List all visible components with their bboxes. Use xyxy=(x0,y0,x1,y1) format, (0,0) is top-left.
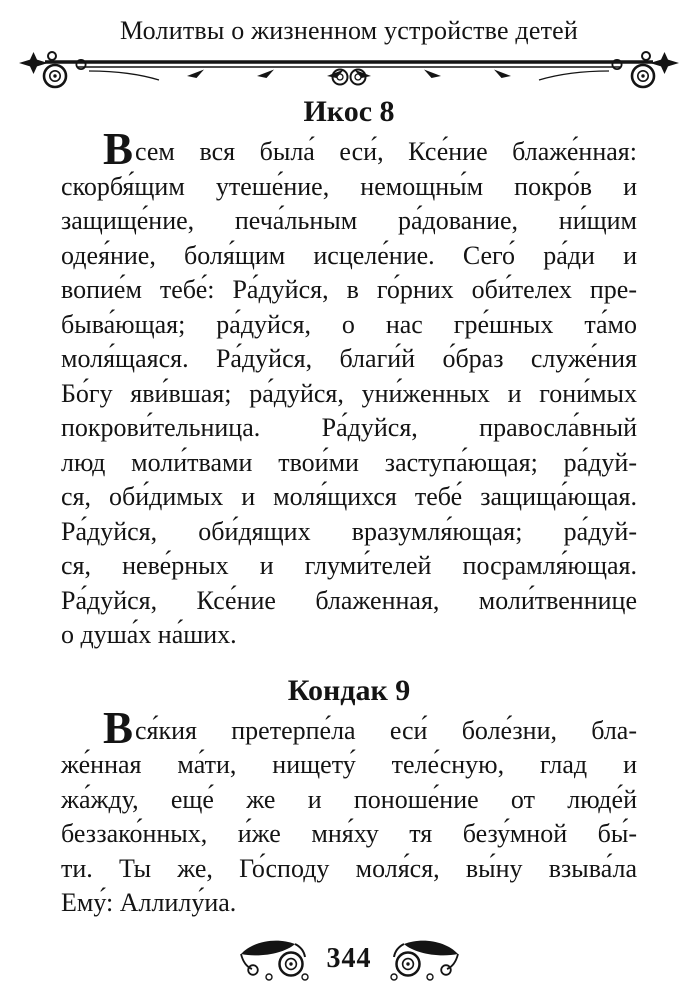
prayer-paragraph-ikos xyxy=(61,124,637,653)
text-line: люд моли́твами твои́ми заступа́ющая; ра́дуй- xyxy=(61,447,637,477)
text-line: ся, неве́рных и глуми́телей посрамля́ющая. xyxy=(61,551,637,580)
text-line: Ра́дуйся, Ксе́ние блаженная, моли́твеннице xyxy=(61,585,637,615)
text-line-content: сем вся была́ еси́, Ксе́ние блаже́нная: xyxy=(135,137,637,166)
text-line: защище́ние, печа́льным ра́дование, ни́щим xyxy=(61,206,637,235)
text-line: жа́жду, еще́ же и поноше́ние от люде́й xyxy=(61,784,637,814)
text-line: беззако́нных, и́же мня́ху тя безу́мной бы́- xyxy=(61,819,637,848)
text-line: моля́щаяся. Ра́дуйся, благи́й о́браз служе́ния xyxy=(61,344,637,373)
text-line xyxy=(61,702,637,753)
text-line: Бо́гу яви́вшая; ра́дуйся, уни́женных и гони́мых xyxy=(61,378,637,408)
text-line: Ему́: Аллилу́иа. xyxy=(61,888,237,917)
page-number: 344 xyxy=(326,942,372,974)
drop-cap: В xyxy=(103,124,134,174)
running-header: Молитвы о жизненном устройстве детей xyxy=(120,16,578,45)
section-heading-ikos: Икос 8 xyxy=(303,95,395,128)
section-heading-kondak: Кондак 9 xyxy=(287,673,411,707)
text-line: вопие́м тебе́: Ра́дуйся, в го́рних оби́телех пре- xyxy=(61,275,637,304)
drop-cap: В xyxy=(103,702,134,753)
text-line: скорбя́щим утеше́ние, немощны́м покро́в и xyxy=(61,171,637,201)
text-line-content: ся́кия претерпе́ла еси́ боле́зни, бла- xyxy=(135,715,637,745)
divider-center-curl xyxy=(333,70,366,85)
ornamental-divider-icon xyxy=(19,48,679,94)
floral-scroll-left-icon xyxy=(239,936,313,982)
text-line: быва́ющая; ра́дуйся, о нас гре́шных та́мо xyxy=(61,309,637,339)
text-line: Ра́дуйся, оби́дящих вразумля́ющая; ра́дуй- xyxy=(61,516,637,546)
text-line: ти. Ты же, Го́споду моля́ся, вы́ну взыва́ла xyxy=(61,853,637,883)
text-line: о душа́х на́ших. xyxy=(61,620,237,649)
text-line: же́нная ма́ти, нищету́ теле́сную, глад и xyxy=(61,750,637,779)
text-line: одея́ние, боля́щим исцеле́ние. Сего́ ра́ди и xyxy=(61,240,637,270)
page-footer xyxy=(0,936,698,982)
text-line: ся, оби́димых и моля́щихся тебе́ защища́ющая. xyxy=(61,482,637,511)
floral-scroll-right-icon xyxy=(386,936,460,982)
text-line xyxy=(61,124,637,174)
text-line: покрови́тельница. Ра́дуйся, правосла́вный xyxy=(61,413,637,442)
prayer-paragraph-kondak xyxy=(61,702,637,921)
